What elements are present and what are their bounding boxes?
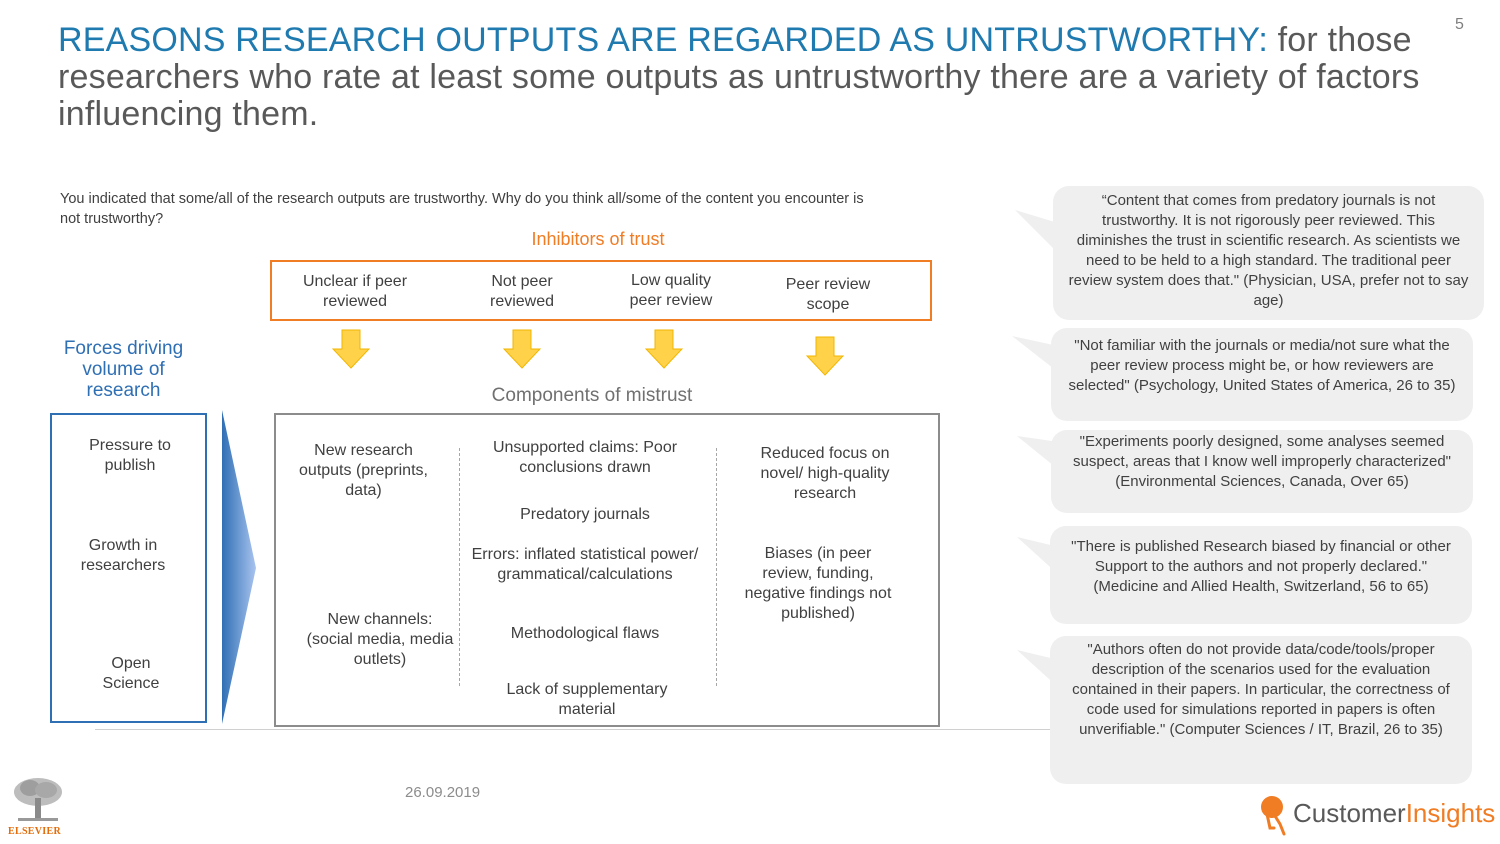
page-number: 5 xyxy=(1455,16,1464,33)
component-item: Predatory journals xyxy=(520,506,650,523)
column-divider xyxy=(459,448,460,686)
component-item: New channels: (social media, media outlets) xyxy=(306,611,454,668)
survey-question: You indicated that some/all of the research outputs are trustworthy. Why do you think all/some of the content you encounter is not trustworthy? xyxy=(60,191,864,227)
brand-main: Customer xyxy=(1293,798,1406,828)
divider-line xyxy=(95,729,1050,730)
brand-name xyxy=(1293,798,1495,829)
column-divider xyxy=(716,448,717,686)
down-arrow-icon xyxy=(503,329,541,369)
inhibitors-label: Inhibitors of trust xyxy=(531,229,665,249)
title-highlight: REASONS RESEARCH OUTPUTS ARE REGARDED AS UNTRUSTWORTHY: xyxy=(58,21,1268,59)
quote-bubble: "Not familiar with the journals or media/not sure what the peer review process might be, or how reviewers are selected" (Psychology, United States of America, 26 to 35) xyxy=(1051,328,1473,421)
forces-label: Forces driving volume of research xyxy=(63,338,184,401)
quote-bubble: "Experiments poorly designed, some analyses seemed suspect, areas that I know well improperly characterized" (Environmental Sciences, Canada, Over 65) xyxy=(1051,430,1473,513)
inhibitor-item: Low quality peer review xyxy=(629,272,713,309)
inhibitor-item: Not peer reviewed xyxy=(489,273,555,310)
component-item: Reduced focus on novel/ high-quality research xyxy=(760,445,890,502)
publisher-name: ELSEVIER xyxy=(8,826,61,837)
quote-bubble: "Authors often do not provide data/code/tools/proper description of the scenarios used for the evaluation contained in their papers. In particular, the correctness of code used for simulations reported in papers is often unverifiable." (Computer Sciences / IT, Brazil, 26 to 35) xyxy=(1050,636,1472,784)
slide-date: 26.09.2019 xyxy=(405,784,481,801)
down-arrow-icon xyxy=(332,329,370,369)
components-label: Components of mistrust xyxy=(491,385,693,406)
component-item: Unsupported claims: Poor conclusions drawn xyxy=(492,439,678,476)
force-item: Growth in researchers xyxy=(80,537,166,574)
component-item: Errors: inflated statistical power/ grammatical/calculations xyxy=(471,546,699,583)
chevron-arrow-icon xyxy=(220,408,260,726)
force-item: Pressure to publish xyxy=(89,437,171,474)
quote-bubble: “Content that comes from predatory journals is not trustworthy. It is not rigorously peer reviewed. This diminishes the trust in scientific research. As scientists we need to be held to a high standard. The traditional peer review system does that." (Physician, USA, prefer not to say age) xyxy=(1053,186,1484,320)
brand-accent: Insights xyxy=(1405,798,1496,828)
component-item: Lack of supplementary material xyxy=(506,681,668,718)
title-rest: for those researchers who rate at least some outputs as untrustworthy there are a variety of factors influencing them. xyxy=(58,21,1420,133)
elsevier-tree-logo xyxy=(10,776,66,826)
inhibitor-item: Unclear if peer reviewed xyxy=(302,273,408,310)
quote-bubble: "There is published Research biased by financial or other Support to the authors and not properly declared." (Medicine and Allied Health, Switzerland, 56 to 65) xyxy=(1050,526,1472,624)
lightbulb-logo xyxy=(1258,794,1290,836)
down-arrow-icon xyxy=(645,329,683,369)
inhibitor-item: Peer review scope xyxy=(785,276,871,313)
component-item: Biases (in peer review, funding, negative findings not published) xyxy=(744,545,892,622)
page-title xyxy=(58,22,1448,133)
down-arrow-icon xyxy=(806,336,844,376)
component-item: Methodological flaws xyxy=(510,625,660,642)
component-item: New research outputs (preprints, data) xyxy=(299,442,428,499)
force-item: Open Science xyxy=(102,655,160,692)
